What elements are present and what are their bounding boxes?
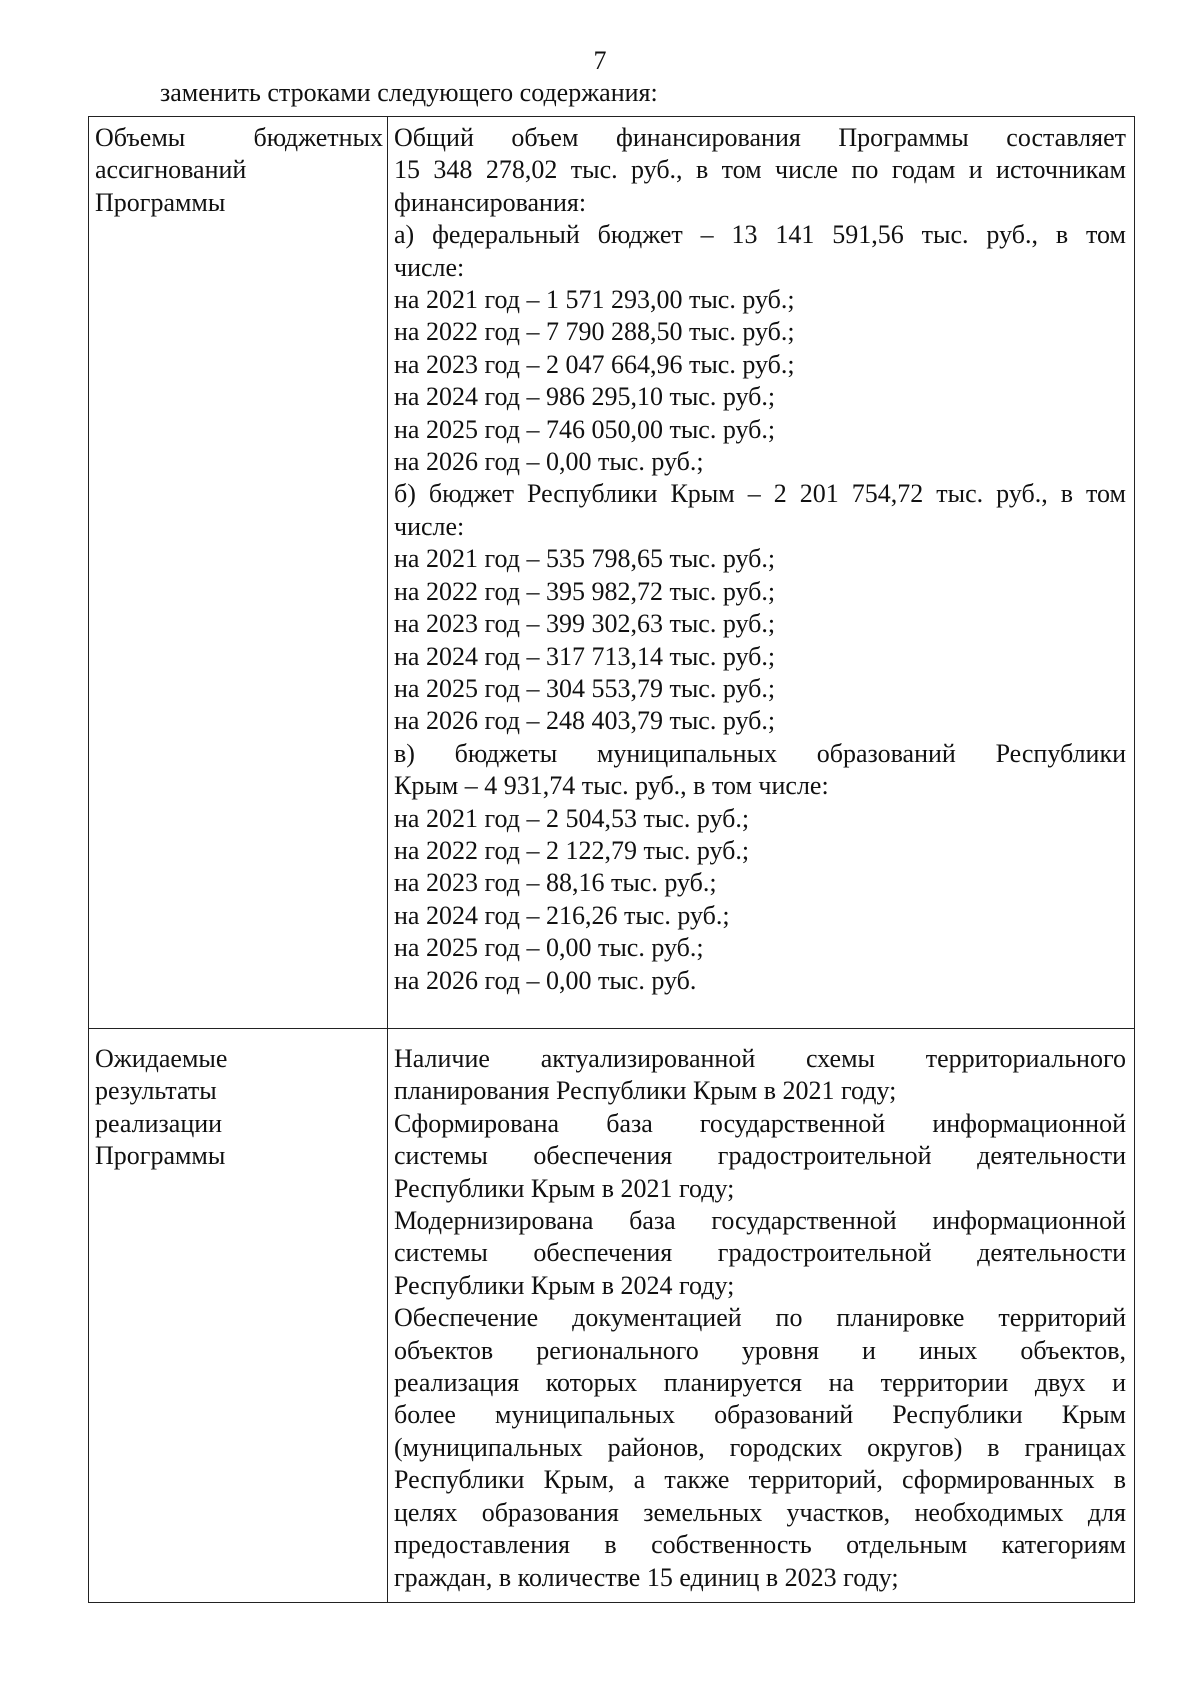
row-label-line: Объемы бюджетных: [95, 123, 383, 152]
value-line: системы обеспечения градостроительной деятельности: [394, 1141, 1126, 1171]
value-line: на 2023 год – 2 047 664,96 тыс. руб.;: [394, 349, 795, 379]
value-line: целях образования земельных участков, необходимых для: [394, 1497, 1126, 1527]
row-label-line: Ожидаемые: [95, 1044, 228, 1073]
value-line: Республики Крым в 2021 году;: [394, 1173, 735, 1203]
value-line: Модернизирована база государственной информационной: [394, 1206, 1126, 1236]
value-line: на 2021 год – 535 798,65 тыс. руб.;: [394, 544, 776, 574]
value-line: более муниципальных образований Республики Крым: [394, 1400, 1126, 1430]
value-line: реализация которых планируется на территории двух и: [394, 1368, 1126, 1398]
table-row-expected-results: [89, 1029, 1135, 1603]
value-line: Общий объем финансирования Программы составляет: [394, 123, 1126, 152]
value-line: на 2025 год – 304 553,79 тыс. руб.;: [394, 673, 776, 703]
value-line: Сформирована база государственной информационной: [394, 1108, 1126, 1138]
row-value-cell: [388, 1029, 1135, 1603]
value-line: на 2026 год – 248 403,79 тыс. руб.;: [394, 706, 776, 736]
page-number: 7: [593, 46, 607, 75]
value-line: а) федеральный бюджет – 13 141 591,56 тыс. руб., в том: [394, 220, 1126, 250]
value-line: предоставления в собственность отдельным категориям: [394, 1530, 1126, 1560]
value-line: объектов регионального уровня и иных объектов,: [394, 1335, 1126, 1365]
value-line: Республики Крым в 2024 году;: [394, 1270, 735, 1300]
value-line: граждан, в количестве 15 единиц в 2023 году;: [394, 1562, 899, 1592]
value-line: на 2025 год – 746 050,00 тыс. руб.;: [394, 414, 776, 444]
value-line: в) бюджеты муниципальных образований Республики: [394, 738, 1126, 768]
row-value-cell: [388, 117, 1135, 1029]
row-label-line: Программы: [95, 1141, 226, 1171]
program-passport-table: [88, 116, 1135, 1603]
table-row-budget-allocations: [89, 117, 1135, 1029]
value-line: на 2022 год – 2 122,79 тыс. руб.;: [394, 835, 750, 865]
value-line: на 2024 год – 986 295,10 тыс. руб.;: [394, 382, 776, 412]
value-line: (муниципальных районов, городских округов) в границах: [394, 1432, 1126, 1462]
intro-text: заменить строками следующего содержания:: [160, 78, 658, 107]
row-label-line: результаты: [95, 1076, 217, 1106]
value-line: на 2026 год – 0,00 тыс. руб.: [394, 965, 697, 995]
value-line: на 2024 год – 216,26 тыс. руб.;: [394, 900, 730, 930]
value-line: на 2023 год – 399 302,63 тыс. руб.;: [394, 609, 776, 639]
row-label-cell: [89, 1029, 388, 1603]
value-line: Обеспечение документацией по планировке территорий: [394, 1303, 1126, 1333]
value-line: числе:: [394, 252, 465, 282]
row-label-cell: [89, 117, 388, 1029]
value-line: на 2025 год – 0,00 тыс. руб.;: [394, 933, 704, 963]
value-line: системы обеспечения градостроительной деятельности: [394, 1238, 1126, 1268]
value-line: 15 348 278,02 тыс. руб., в том числе по годам и источникам: [394, 155, 1126, 185]
row-label-line: ассигнований: [95, 155, 247, 185]
value-line: Крым – 4 931,74 тыс. руб., в том числе:: [394, 771, 829, 801]
row-label-line: реализации: [95, 1108, 223, 1138]
value-line: на 2024 год – 317 713,14 тыс. руб.;: [394, 641, 776, 671]
value-line: финансирования:: [394, 187, 587, 217]
value-line: Наличие актуализированной схемы территориального: [394, 1044, 1126, 1073]
row-label-line: Программы: [95, 187, 226, 217]
value-line: планирования Республики Крым в 2021 году;: [394, 1076, 897, 1106]
value-line: на 2026 год – 0,00 тыс. руб.;: [394, 447, 704, 477]
value-line: на 2022 год – 395 982,72 тыс. руб.;: [394, 576, 776, 606]
value-line: на 2021 год – 1 571 293,00 тыс. руб.;: [394, 285, 795, 315]
value-line: б) бюджет Республики Крым – 2 201 754,72 тыс. руб., в том: [394, 479, 1126, 509]
value-line: Республики Крым, а также территорий, сформированных в: [394, 1465, 1126, 1495]
value-line: на 2023 год – 88,16 тыс. руб.;: [394, 868, 717, 898]
value-line: числе:: [394, 511, 465, 541]
value-line: на 2022 год – 7 790 288,50 тыс. руб.;: [394, 317, 795, 347]
value-line: на 2021 год – 2 504,53 тыс. руб.;: [394, 803, 750, 833]
